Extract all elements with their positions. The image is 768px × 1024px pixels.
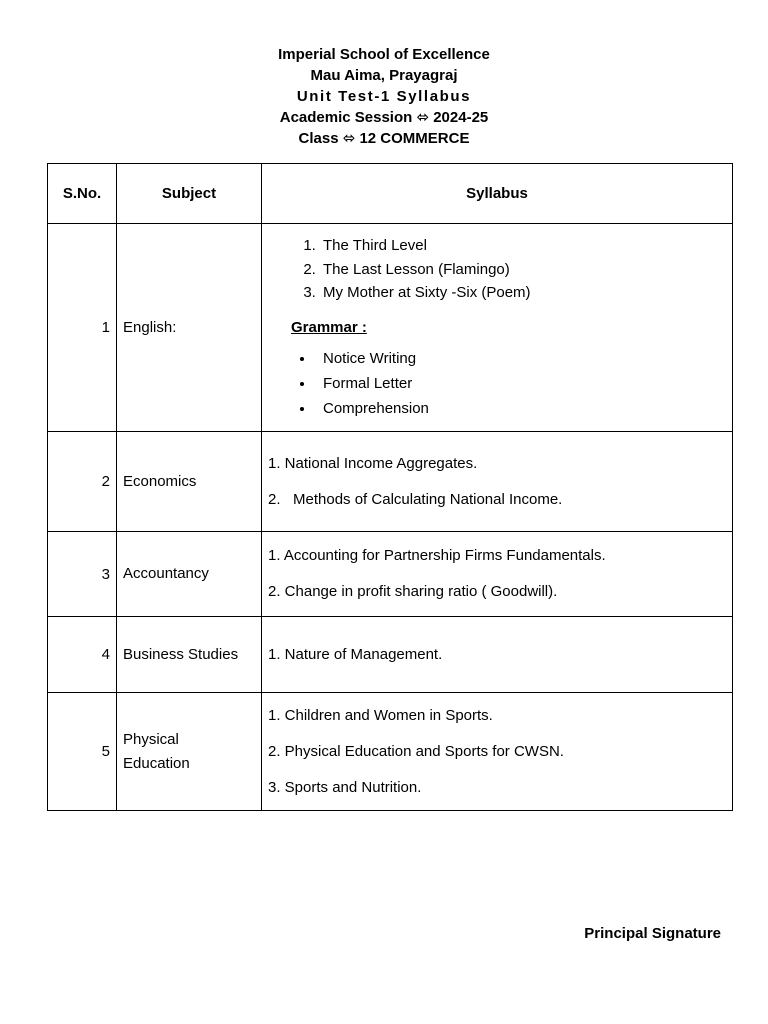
header-syllabus: Syllabus (262, 164, 733, 224)
list-item: 1. Accounting for Partnership Firms Fundamentals. (268, 547, 606, 564)
list-item: • Notice Writing (315, 346, 732, 371)
list-item: • Comprehension (315, 396, 732, 421)
row-subject: Accountancy (117, 532, 262, 617)
row-syllabus (262, 532, 733, 617)
principal-signature: Principal Signature (584, 925, 721, 942)
school-name: Imperial School of Excellence (278, 46, 490, 63)
school-location: Mau Aima, Prayagraj (310, 67, 458, 84)
list-item: 2. Change in profit sharing ratio ( Goodwill). (268, 583, 558, 600)
list-item: 2. Physical Education and Sports for CWSN. (268, 742, 564, 760)
grammar-list (268, 346, 732, 421)
row-syllabus (262, 693, 733, 811)
list-item: 1. Nature of Management. (268, 645, 443, 663)
grammar-heading: Grammar : (291, 318, 367, 336)
row-syllabus (262, 617, 733, 693)
list-item: 3. My Mother at Sixty -Six (Poem) (320, 281, 732, 305)
row-syllabus (262, 224, 733, 432)
row-sno: 5 (48, 693, 117, 811)
table-row (48, 224, 733, 432)
table-row (48, 532, 733, 617)
row-subject (117, 693, 262, 811)
document-header (0, 44, 768, 149)
row-sno: 2 (48, 432, 117, 532)
table-header-row (48, 164, 733, 224)
row-sno: 4 (48, 617, 117, 693)
academic-session: Academic Session ⬄ 2024-25 (279, 109, 489, 126)
subject-line: Physical (123, 730, 179, 748)
row-subject: Economics (117, 432, 262, 532)
list-item: 1. Children and Women in Sports. (268, 706, 493, 724)
list-item: 1. National Income Aggregates. (268, 454, 478, 472)
table-row (48, 617, 733, 693)
list-item: 1. The Third Level (320, 234, 732, 258)
header-sno: S.No. (48, 164, 117, 224)
list-item: 2. The Last Lesson (Flamingo) (320, 258, 732, 282)
syllabus-table (47, 163, 733, 811)
english-topic-list (268, 234, 732, 305)
row-subject: Business Studies (117, 617, 262, 693)
table-row (48, 693, 733, 811)
row-subject: English: (117, 224, 262, 432)
list-item: 2. Methods of Calculating National Income. (268, 490, 563, 508)
table-row (48, 432, 733, 532)
header-subject: Subject (117, 164, 262, 224)
list-item: • Formal Letter (315, 371, 732, 396)
test-title: Unit Test-1 Syllabus (296, 88, 472, 105)
class-label: Class ⬄ 12 COMMERCE (298, 130, 470, 147)
list-item: 3. Sports and Nutrition. (268, 778, 422, 796)
row-sno: 1 (48, 224, 117, 432)
subject-line: Education (123, 754, 190, 772)
row-syllabus (262, 432, 733, 532)
row-sno: 3 (48, 532, 117, 617)
